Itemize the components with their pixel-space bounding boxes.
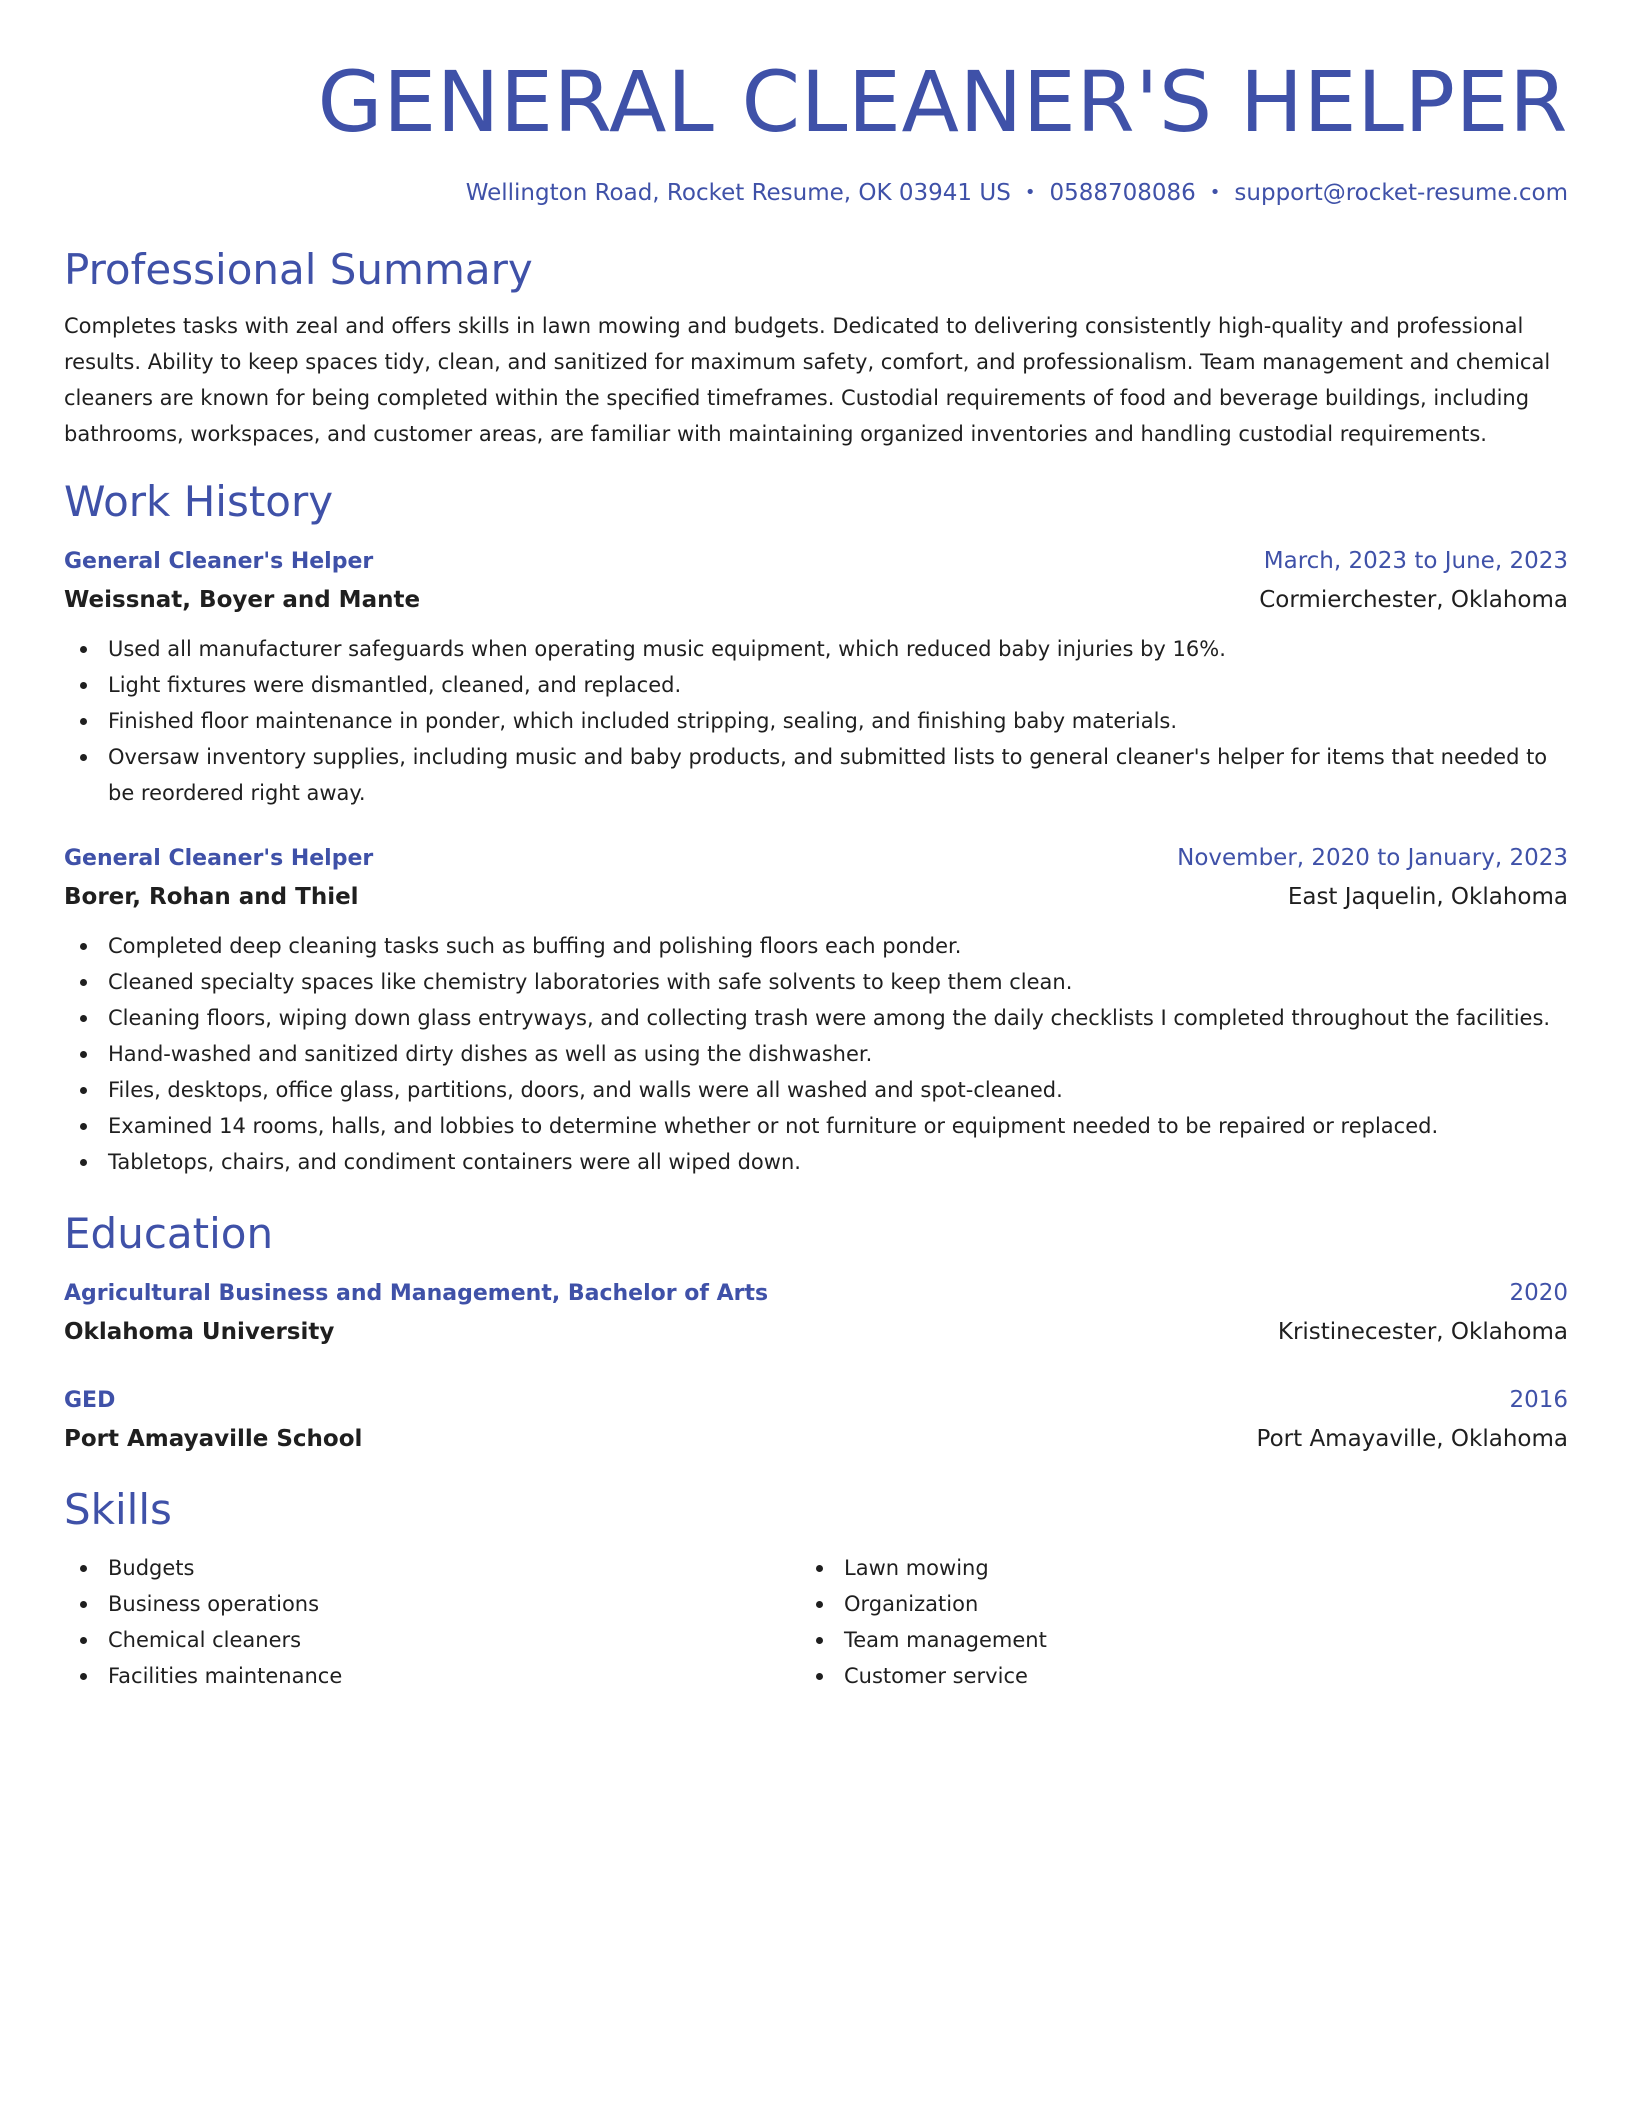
list-item: Cleaning floors, wiping down glass entryways, and collecting trash were among the daily checklists I completed throughout the facilities. xyxy=(64,1000,1568,1036)
job-location: Cormierchester, Oklahoma xyxy=(1259,587,1568,613)
education-year: 2020 xyxy=(1509,1280,1568,1306)
list-item: Files, desktops, office glass, partitions, doors, and walls were all washed and spot-cleaned. xyxy=(64,1072,1568,1108)
job-company: Weissnat, Boyer and Mante xyxy=(64,587,421,613)
job-company-row xyxy=(64,878,1568,916)
skill-item: Customer service xyxy=(800,1658,1536,1694)
education-degree: GED xyxy=(64,1388,116,1413)
summary-text: Completes tasks with zeal and offers skills in lawn mowing and budgets. Dedicated to delivering consistently high-quality and professional results. Ability to keep spaces tidy, clean, and sanitized for maximum safety, comfort, and professionalism. Team management and chemical cleaners are known for being completed within the specified timeframes. Custodial requirements of food and beverage buildings, including bathrooms, workspaces, and customer areas, are familiar with maintaining organized inventories and handling custodial requirements. xyxy=(64,314,1551,446)
job-dates: November, 2020 to January, 2023 xyxy=(1177,845,1568,871)
contact-address: Wellington Road, Rocket Resume, OK 03941 US xyxy=(465,180,1011,206)
job-dates: March, 2023 to June, 2023 xyxy=(1263,548,1568,574)
work-history-section xyxy=(64,476,1568,1180)
education-location: Kristinecester, Oklahoma xyxy=(1277,1319,1568,1345)
list-item: Finished floor maintenance in ponder, which included stripping, sealing, and finishing baby materials. xyxy=(64,703,1568,739)
section-title-work-history: Work History xyxy=(64,477,334,526)
job-title: General Cleaner's Helper xyxy=(64,846,374,871)
list-item: Examined 14 rooms, halls, and lobbies to determine whether or not furniture or equipment needed to be repaired or replaced. xyxy=(64,1108,1568,1144)
education-school: Oklahoma University xyxy=(64,1319,335,1345)
skills-section xyxy=(64,1484,1568,1694)
education-section xyxy=(64,1208,1568,1458)
education-entry xyxy=(64,1274,1568,1351)
skill-item: Lawn mowing xyxy=(800,1550,1536,1586)
summary-section xyxy=(64,244,1568,452)
list-item: Used all manufacturer safeguards when operating music equipment, which reduced baby injuries by 16%. xyxy=(64,631,1568,667)
job-title: General Cleaner's Helper xyxy=(64,549,374,574)
job-entry xyxy=(64,839,1568,1180)
job-company-row xyxy=(64,581,1568,619)
skills-column-left xyxy=(64,1550,800,1694)
job-company: Borer, Rohan and Thiel xyxy=(64,884,359,910)
contact-separator: • xyxy=(1024,182,1036,203)
contact-email: support@rocket-resume.com xyxy=(1234,180,1568,206)
section-title-summary: Professional Summary xyxy=(64,245,533,294)
education-header-row xyxy=(64,1274,1568,1313)
list-item: Light fixtures were dismantled, cleaned, and replaced. xyxy=(64,667,1568,703)
list-item: Completed deep cleaning tasks such as buffing and polishing floors each ponder. xyxy=(64,928,1568,964)
candidate-name: GENERAL CLEANER'S HELPER xyxy=(317,53,1568,151)
list-item: Cleaned specialty spaces like chemistry laboratories with safe solvents to keep them clean. xyxy=(64,964,1568,1000)
education-location: Port Amayaville, Oklahoma xyxy=(1256,1426,1568,1452)
education-degree: Agricultural Business and Management, Bachelor of Arts xyxy=(64,1281,769,1306)
skills-column-right xyxy=(800,1550,1536,1694)
contact-separator: • xyxy=(1209,182,1221,203)
education-header-row xyxy=(64,1381,1568,1420)
list-item: Hand-washed and sanitized dirty dishes as well as using the dishwasher. xyxy=(64,1036,1568,1072)
education-school-row xyxy=(64,1313,1568,1351)
skill-item: Budgets xyxy=(64,1550,800,1586)
education-entry xyxy=(64,1381,1568,1458)
skill-item: Organization xyxy=(800,1586,1536,1622)
job-entry xyxy=(64,542,1568,811)
resume-header xyxy=(64,0,1568,208)
job-header-row xyxy=(64,839,1568,878)
job-bullets xyxy=(64,928,1568,1180)
education-school: Port Amayaville School xyxy=(64,1426,363,1452)
job-location: East Jaquelin, Oklahoma xyxy=(1287,884,1568,910)
section-title-skills: Skills xyxy=(64,1485,172,1534)
skill-item: Team management xyxy=(800,1622,1536,1658)
skill-item: Chemical cleaners xyxy=(64,1622,800,1658)
skill-item: Business operations xyxy=(64,1586,800,1622)
job-header-row xyxy=(64,542,1568,581)
education-year: 2016 xyxy=(1509,1387,1568,1413)
contact-line xyxy=(64,178,1568,208)
section-title-education: Education xyxy=(64,1209,274,1258)
education-school-row xyxy=(64,1420,1568,1458)
skills-grid xyxy=(64,1550,1568,1694)
skill-item: Facilities maintenance xyxy=(64,1658,800,1694)
list-item: Tabletops, chairs, and condiment containers were all wiped down. xyxy=(64,1144,1568,1180)
list-item: Oversaw inventory supplies, including music and baby products, and submitted lists to general cleaner's helper for items that needed to be reordered right away. xyxy=(64,739,1568,811)
job-bullets xyxy=(64,631,1568,811)
contact-phone: 0588708086 xyxy=(1049,180,1196,206)
